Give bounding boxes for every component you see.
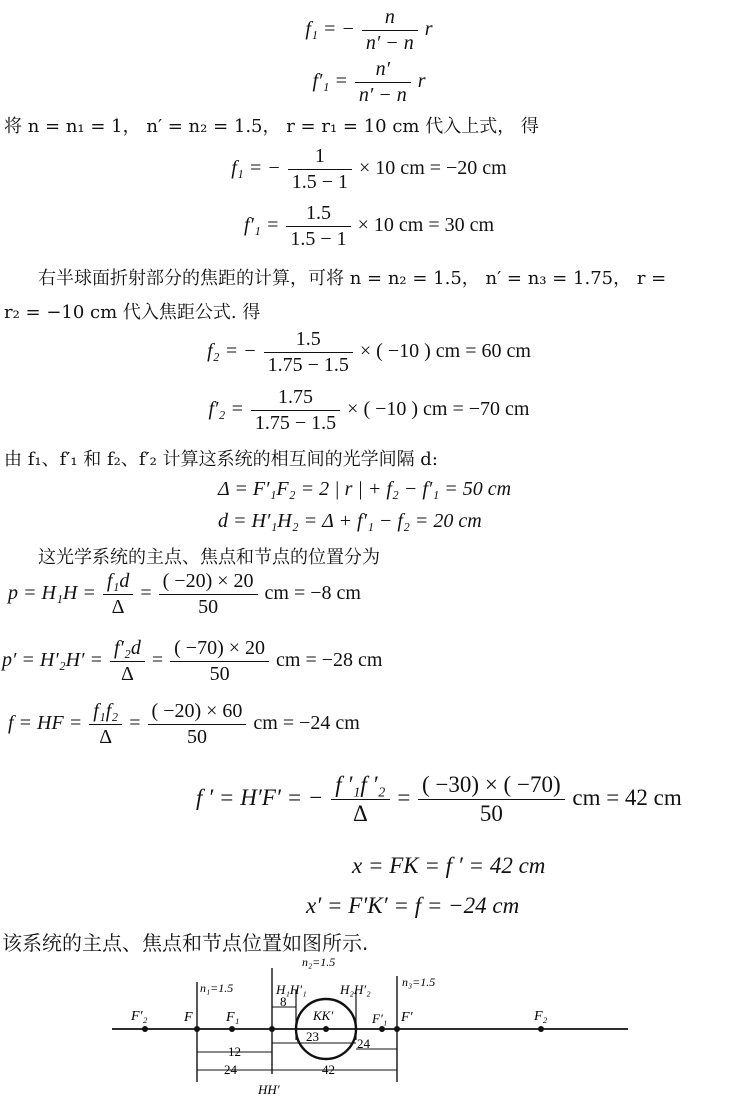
xp-equation: x′ = F′K′ = f = −24 cm (306, 893, 520, 918)
f1-point (229, 1026, 235, 1032)
f1p-calc-denominator: 1.5 − 1 (290, 228, 347, 250)
f1p-denominator: n′ − n (358, 84, 407, 106)
pp-calc (2, 637, 382, 686)
f1p-calc-fraction (286, 202, 350, 251)
f2p-calc-lhs: f′₂ = (208, 398, 244, 421)
fp-calc-mid: = (397, 785, 411, 811)
dim-8-label: 8 (280, 994, 287, 1009)
fp-point (394, 1026, 400, 1032)
hhp-point (269, 1026, 275, 1032)
p-calc-num2: ( −20) × 20 (159, 570, 258, 595)
delta-equation: Δ = F′₁F₂ = 2 | r | + f₂ − f′₁ = 50 cm (218, 478, 512, 500)
p-calc-fraction2 (159, 570, 258, 619)
f-calc-mid: = (129, 712, 141, 735)
positions-text: 这光学系统的主点、焦点和节点的位置分为 (38, 547, 380, 568)
f2p-point (142, 1026, 148, 1032)
f-calc-den1: Δ (99, 726, 113, 748)
fp-calc-num1: f ′₁f ′₂ (331, 772, 389, 800)
f-calc-rhs: cm = −24 cm (253, 712, 360, 735)
f1p-calc (0, 202, 738, 251)
right-surface-paragraph-line2: r₂ = −10 cm 代入焦距公式. 得 (4, 302, 261, 323)
interval-text: 由 f₁、f′₁ 和 f₂、f′₂ 计算这系统的相互间的光学间隔 d: (4, 449, 438, 470)
f1-fraction (362, 6, 418, 55)
f1p-calc-rhs: × 10 cm = 30 cm (357, 214, 495, 237)
f1-calc (0, 145, 738, 194)
fp-calc-num2: ( −30) × ( −70) (418, 772, 565, 800)
f1-formula (0, 6, 738, 55)
p-calc-den2: 50 (198, 596, 219, 618)
f1-lhs: f₁ = − (305, 18, 355, 41)
dim-24-left-label: 24 (224, 1062, 237, 1077)
fp-calc-lhs: f ′ = H′F′ = − (196, 785, 324, 811)
pp-calc-den2: 50 (209, 663, 230, 685)
f1p-calc-numerator: 1.5 (286, 202, 350, 227)
n1-label: n₁=1.5 (200, 981, 234, 995)
kkp-point (323, 1026, 329, 1032)
f1-label: F₁ (226, 1010, 240, 1025)
f1-numerator: n (362, 6, 418, 31)
f2p-calc-numerator: 1.75 (251, 386, 340, 411)
p-calc-lhs: p = H₁H = (8, 582, 96, 605)
x-equation: x = FK = f ′ = 42 cm (352, 853, 546, 878)
f2p-calc (0, 386, 738, 435)
dim-24-right-label: 24 (357, 1036, 370, 1051)
f2-calc-rhs: × ( −10 ) cm = 60 cm (359, 340, 531, 363)
fp-calc-den1: Δ (352, 801, 368, 827)
optical-system-diagram (0, 950, 738, 1100)
pp-calc-num1: f′₂d (110, 637, 145, 662)
f1-rhs: r (424, 18, 433, 41)
f-calc (8, 700, 360, 749)
f2p-label: F′₂ (131, 1009, 148, 1024)
pp-calc-rhs: cm = −28 cm (276, 649, 383, 672)
f1p-formula (0, 58, 738, 107)
right-surface-paragraph-line1: 右半球面折射部分的焦距的计算，可将 n = n₂ = 1.5， n′ = n₃ = 1.75， r = (38, 268, 667, 289)
p-calc-num1: f₁d (103, 570, 134, 595)
p-calc-fraction1 (103, 570, 134, 619)
f1p-calc-lhs: f′₁ = (243, 214, 280, 237)
n2-label: n₂=1.5 (302, 955, 336, 969)
f2p-calc-rhs: × ( −10 ) cm = −70 cm (347, 398, 530, 421)
pp-calc-fraction1 (110, 637, 145, 686)
f-calc-den2: 50 (186, 726, 207, 748)
f1p-fraction (355, 58, 411, 107)
fp-calc-den2: 50 (479, 801, 503, 827)
hhp-label: HH′ (258, 1082, 280, 1097)
d-equation: d = H′₁H₂ = Δ + f′₁ − f₂ = 20 cm (218, 510, 482, 532)
f1-calc-lhs: f₁ = − (231, 157, 281, 180)
f-point (194, 1026, 200, 1032)
p-calc-den1: Δ (111, 596, 125, 618)
f2-calc-denominator: 1.75 − 1.5 (267, 354, 349, 376)
pp-calc-fraction2 (170, 637, 269, 686)
f1p-numerator: n′ (355, 58, 411, 83)
kkp-label: KK′ (313, 1008, 334, 1023)
f2-point (538, 1026, 544, 1032)
p-calc-mid: = (140, 582, 152, 605)
h2h2p-label: H₂H′₂ (340, 982, 371, 997)
fp-calc-fraction2 (418, 772, 565, 828)
f1-calc-fraction (288, 145, 352, 194)
fp-calc (196, 772, 682, 828)
f1-calc-rhs: × 10 cm = −20 cm (359, 157, 507, 180)
dim-23-label: 23 (306, 1029, 319, 1044)
conclusion-text: 该系统的主点、焦点和节点位置如图所示. (2, 931, 369, 955)
f1-denominator: n′ − n (365, 32, 414, 54)
f1p-label: F′₁ (372, 1011, 388, 1026)
f1p-point (379, 1026, 385, 1032)
f1p-lhs: f′₁ = (312, 70, 348, 93)
f2p-calc-fraction (251, 386, 340, 435)
substitute-text: 将 n = n₁ = 1， n′ = n₂ = 1.5， r = r₁ = 10 cm 代入上式， 得 (4, 116, 539, 137)
f-calc-fraction2 (148, 700, 247, 749)
f1p-rhs: r (417, 70, 426, 93)
pp-calc-den1: Δ (120, 663, 134, 685)
f-calc-num1: f₁f₂ (89, 700, 122, 725)
fp-calc-fraction1 (331, 772, 389, 828)
p-calc-rhs: cm = −8 cm (264, 582, 361, 605)
p-calc (8, 570, 361, 619)
f1-calc-numerator: 1 (288, 145, 352, 170)
n3-label: n₃=1.5 (402, 975, 436, 989)
fp-calc-rhs: cm = 42 cm (572, 785, 682, 811)
f2-calc (0, 328, 738, 377)
dim-12-label: 12 (228, 1044, 241, 1059)
pp-calc-num2: ( −70) × 20 (170, 637, 269, 662)
h1h1p-label: H₁H′₁ (276, 982, 307, 997)
pp-calc-lhs: p′ = H′₂H′ = (2, 649, 103, 672)
f2-calc-numerator: 1.5 (264, 328, 353, 353)
f1-calc-denominator: 1.5 − 1 (291, 171, 349, 193)
f-calc-fraction1 (89, 700, 122, 749)
f2-label: F₂ (534, 1009, 548, 1024)
dim-42-label: 42 (322, 1062, 335, 1077)
f-calc-lhs: f = HF = (8, 712, 83, 735)
f-calc-num2: ( −20) × 60 (148, 700, 247, 725)
pp-calc-mid: = (151, 649, 164, 672)
fp-label: F′ (401, 1010, 413, 1025)
f2-calc-fraction (264, 328, 353, 377)
f2-calc-lhs: f₂ = − (207, 340, 257, 363)
f-label: F (184, 1010, 193, 1025)
f2p-calc-denominator: 1.75 − 1.5 (254, 412, 337, 434)
